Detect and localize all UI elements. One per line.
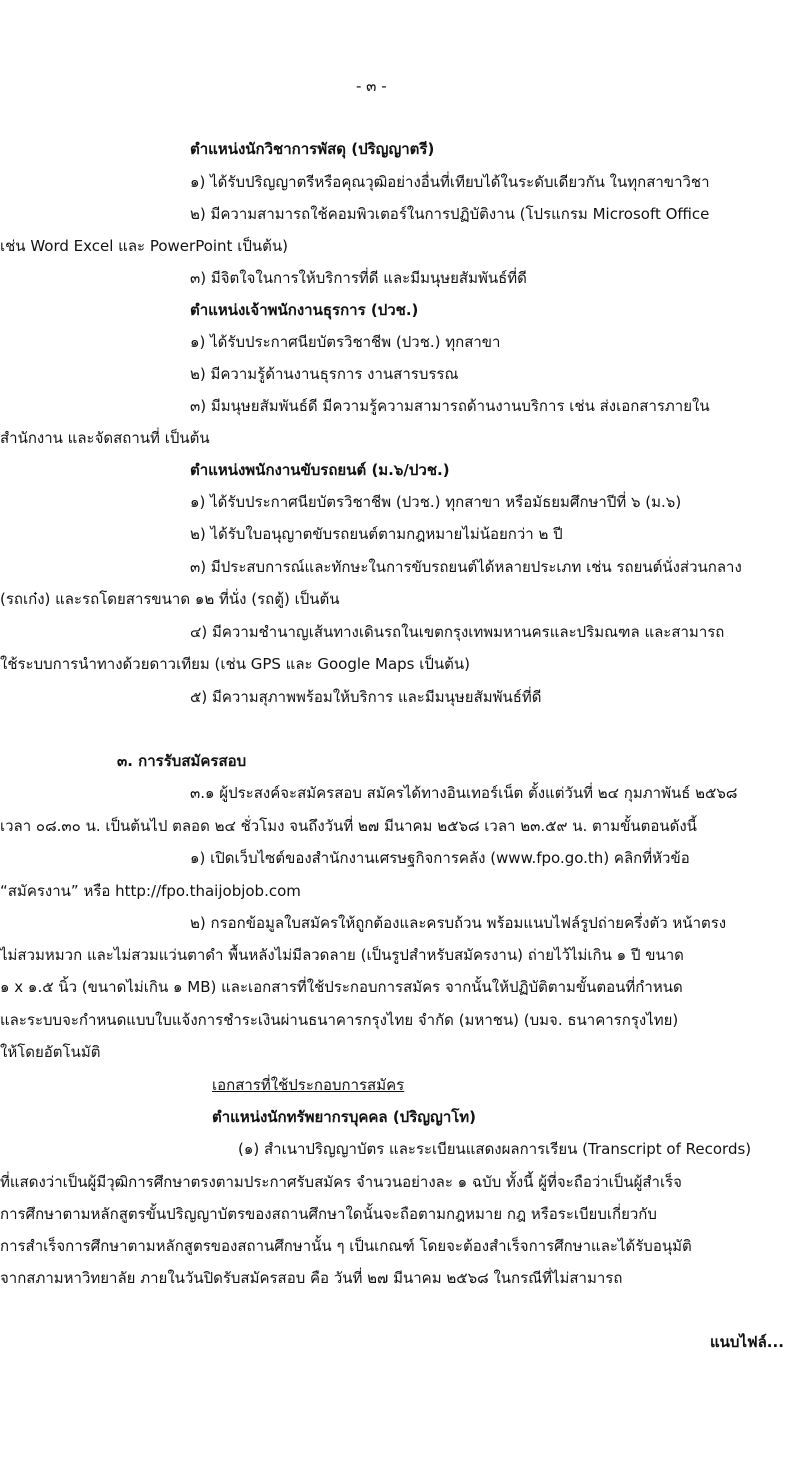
list-item: ๓) มีมนุษยสัมพันธ์ดี มีความรู้ความสามารถด้านงานบริการ เช่น ส่งเอกสารภายใน [190,397,710,415]
paragraph-line: ๓.๑ ผู้ประสงค์จะสมัครสอบ สมัครได้ทางอินเทอร์เน็ต ตั้งแต่วันที่ ๒๔ กุมภาพันธ์ ๒๕๖๘ [190,784,738,802]
paragraph-line: ๑) เปิดเว็บไซต์ของสำนักงานเศรษฐกิจการคลัง (www.fpo.go.th) คลิกที่หัวข้อ [190,849,690,867]
list-item: ๓) มีประสบการณ์และทักษะในการขับรถยนต์ได้หลายประเภท เช่น รถยนต์นั่งส่วนกลาง [190,558,742,576]
paragraph-line: เวลา ๐๘.๓๐ น. เป็นต้นไป ตลอด ๒๔ ชั่วโมง จนถึงวันที่ ๒๗ มีนาคม ๒๕๖๘ เวลา ๒๓.๕๙ น. ตามขั้นตอนดังนี้ [0,817,697,835]
paragraph-line: (๑) สำเนาปริญญาบัตร และระเบียนแสดงผลการเรียน (Transcript of Records) [238,1140,752,1158]
documents-heading: เอกสารที่ใช้ประกอบการสมัคร [212,1076,405,1094]
list-item: ๒) ได้รับใบอนุญาตขับรถยนต์ตามกฎหมายไม่น้อยกว่า ๒ ปี [190,525,563,543]
paragraph-line: และระบบจะกำหนดแบบใบแจ้งการชำระเงินผ่านธนาคารกรุงไทย จำกัด (มหาชน) (บมจ. ธนาคารกรุงไทย) [0,1011,679,1029]
list-item-continuation: เช่น Word Excel และ PowerPoint เป็นต้น) [0,237,288,255]
list-item: ๒) มีความรู้ด้านงานธุรการ งานสารบรรณ [190,365,459,383]
position-title-admin: ตำแหน่งเจ้าพนักงานธุรการ (ปวช.) [190,301,419,319]
paragraph-line: ๑ x ๑.๕ นิ้ว (ขนาดไม่เกิน ๑ MB) และเอกสารที่ใช้ประกอบการสมัคร จากนั้นให้ปฏิบัติตามขั้นตอนที่กำหนด [0,978,683,996]
section-heading: ๓. การรับสมัครสอบ [117,752,247,770]
list-item-continuation: สำนักงาน และจัดสถานที่ เป็นต้น [0,429,210,447]
paragraph-line: ไม่สวมหมวก และไม่สวมแว่นตาดำ พื้นหลังไม่มีลวดลาย (เป็นรูปสำหรับสมัครงาน) ถ่ายไว้ไม่เกิน ๑ ปี ขนาด [0,946,684,964]
list-item: ๕) มีความสุภาพพร้อมให้บริการ และมีมนุษยสัมพันธ์ที่ดี [190,688,542,706]
list-item-continuation: (รถเก๋ง) และรถโดยสารขนาด ๑๒ ที่นั่ง (รถตู้) เป็นต้น [0,590,340,608]
continuation-note: แนบไฟล์... [710,1333,784,1351]
list-item: ๑) ได้รับประกาศนียบัตรวิชาชีพ (ปวช.) ทุกสาขา [190,333,501,351]
position-title-driver: ตำแหน่งพนักงานขับรถยนต์ (ม.๖/ปวช.) [190,461,450,479]
list-item: ๑) ได้รับประกาศนียบัตรวิชาชีพ (ปวช.) ทุกสาขา หรือมัธยมศึกษาปีที่ ๖ (ม.๖) [190,493,682,511]
paragraph-line: การศึกษาตามหลักสูตรขั้นปริญญาบัตรของสถานศึกษาใดนั้นจะถือตามกฎหมาย กฎ หรือระเบียบเกี่ยวกับ [0,1205,657,1223]
list-item-continuation: ใช้ระบบการนำทางด้วยดาวเทียม (เช่น GPS และ Google Maps เป็นต้น) [0,655,471,673]
list-item: ๑) ได้รับปริญญาตรีหรือคุณวุฒิอย่างอื่นที่เทียบได้ในระดับเดียวกัน ในทุกสาขาวิชา [190,173,710,191]
paragraph-line: ที่แสดงว่าเป็นผู้มีวุฒิการศึกษาตรงตามประกาศรับสมัคร จำนวนอย่างละ ๑ ฉบับ ทั้งนี้ ผู้ที่จะถือว่าเป็นผู้สำเร็จ [0,1173,682,1191]
list-item: ๒) มีความสามารถใช้คอมพิวเตอร์ในการปฏิบัติงาน (โปรแกรม Microsoft Office [190,205,710,223]
paragraph-line: ให้โดยอัตโนมัติ [0,1043,101,1061]
position-title-hr: ตำแหน่งนักทรัพยากรบุคคล (ปริญญาโท) [212,1108,477,1126]
list-item: ๓) มีจิตใจในการให้บริการที่ดี และมีมนุษยสัมพันธ์ที่ดี [190,269,527,287]
page-number: - ๓ - [356,77,387,95]
paragraph-line: จากสภามหาวิทยาลัย ภายในวันปิดรับสมัครสอบ คือ วันที่ ๒๗ มีนาคม ๒๕๖๘ ในกรณีที่ไม่สามารถ [0,1269,623,1287]
list-item: ๔) มีความชำนาญเส้นทางเดินรถในเขตกรุงเทพมหานครและปริมณฑล และสามารถ [190,623,725,641]
paragraph-line: ๒) กรอกข้อมูลใบสมัครให้ถูกต้องและครบถ้วน พร้อมแนบไฟล์รูปถ่ายครึ่งตัว หน้าตรง [190,914,727,932]
paragraph-line: การสำเร็จการศึกษาตามหลักสูตรของสถานศึกษานั้น ๆ เป็นเกณฑ์ โดยจะต้องสำเร็จการศึกษาและได้รับอนุมัติ [0,1237,692,1255]
paragraph-line: “สมัครงาน” หรือ http://fpo.thaijobjob.com [0,882,301,900]
position-title-procurement: ตำแหน่งนักวิชาการพัสดุ (ปริญญาตรี) [190,140,435,158]
